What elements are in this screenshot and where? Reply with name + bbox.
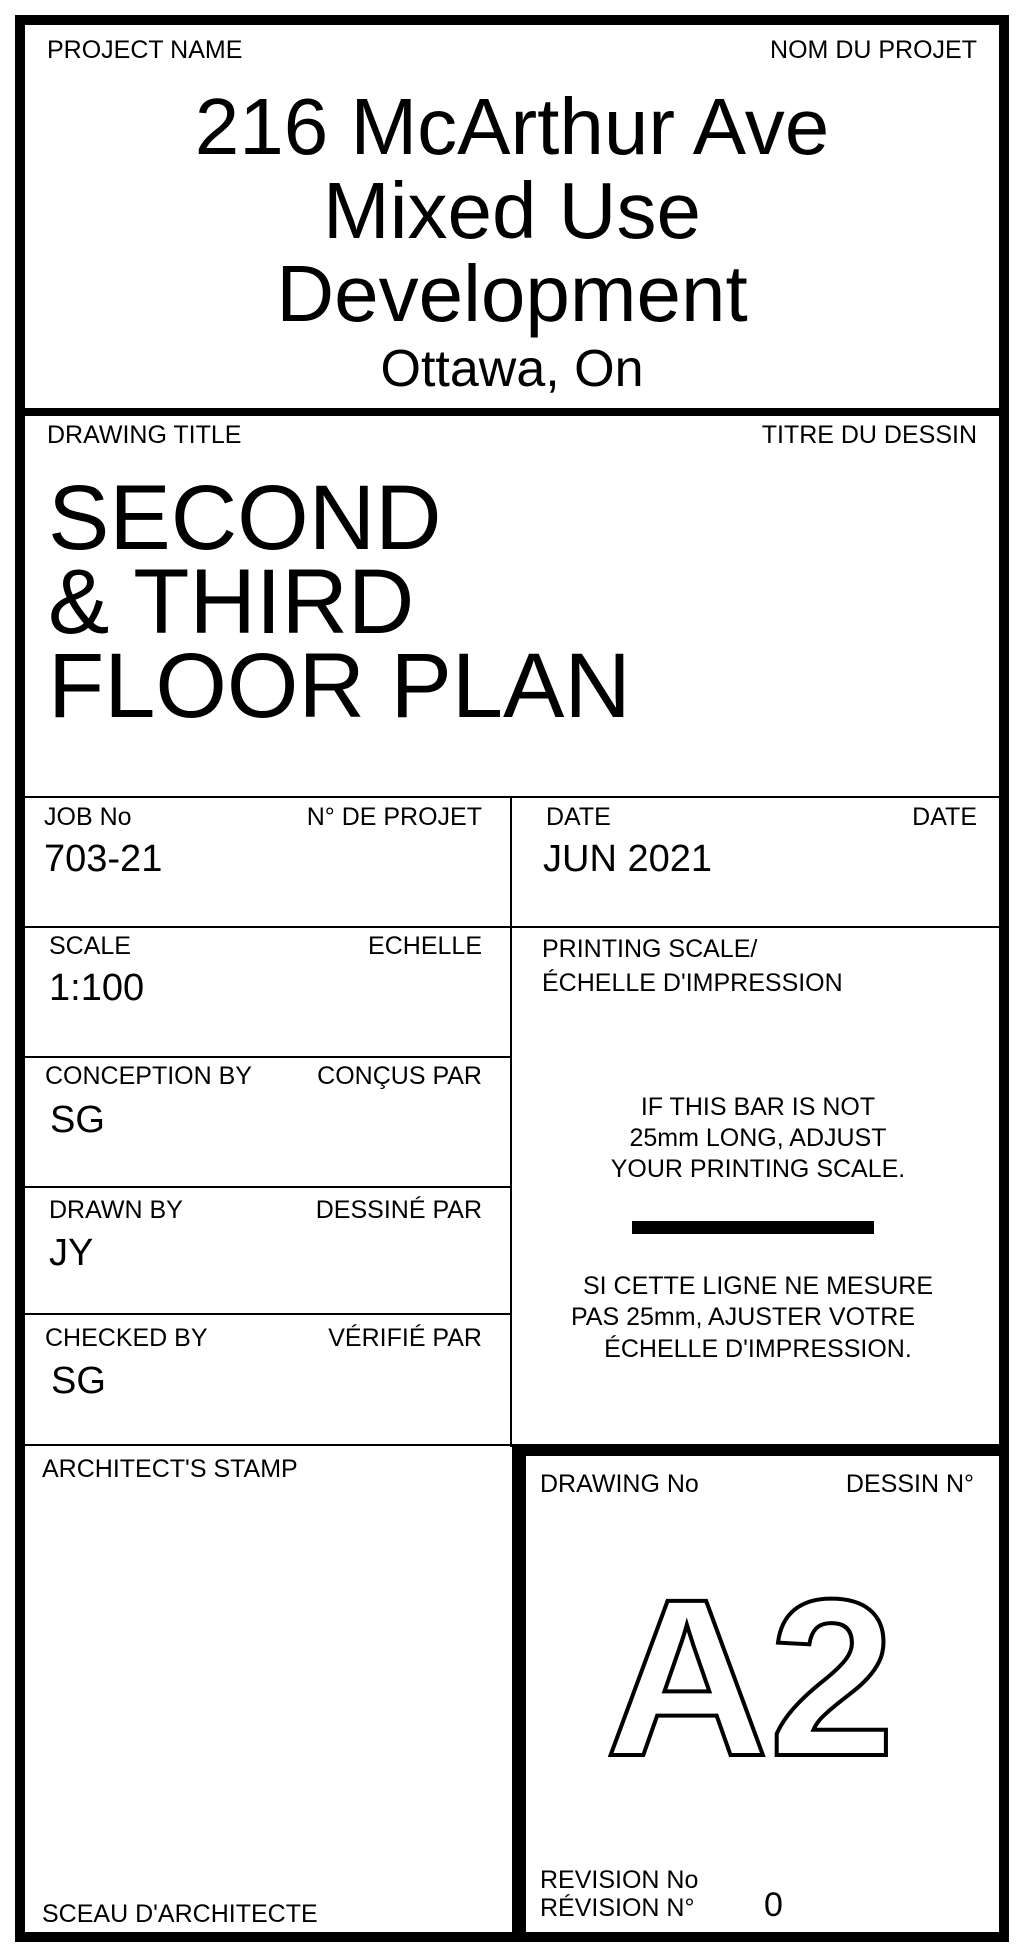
printing-note-fr-line1: SI CETTE LIGNE NE MESURE <box>582 1272 934 1300</box>
job-number-value: 703-21 <box>44 838 163 880</box>
scale-label: SCALE <box>49 932 131 960</box>
divider-scale-row <box>20 1056 512 1058</box>
divider-drawing-no-top <box>512 1444 1004 1456</box>
printing-scale-label-fr: ÉCHELLE D'IMPRESSION <box>542 969 843 997</box>
job-number-label-fr: N° DE PROJET <box>306 803 482 831</box>
architect-stamp-label: ARCHITECT'S STAMP <box>42 1455 298 1483</box>
divider-conception-row <box>20 1186 512 1188</box>
architect-stamp-label-fr: SCEAU D'ARCHITECTE <box>42 1900 318 1928</box>
revision-value: 0 <box>764 1886 783 1924</box>
printing-note-fr-line3: ÉCHELLE D'IMPRESSION. <box>604 1335 912 1363</box>
divider-drawing-title <box>20 796 1004 798</box>
printing-note-fr-line2: PAS 25mm, AJUSTER VOTRE <box>570 1303 916 1331</box>
conception-by-value: SG <box>50 1099 105 1141</box>
conception-by-label-fr: CONÇUS PAR <box>317 1062 482 1090</box>
scale-value: 1:100 <box>49 967 145 1009</box>
revision-label: REVISION No <box>540 1866 699 1894</box>
scale-label-fr: ECHELLE <box>368 932 482 960</box>
printing-note-en-line3: YOUR PRINTING SCALE. <box>610 1155 906 1183</box>
drawing-title-line1: SECOND <box>48 467 442 569</box>
printing-scale-label: PRINTING SCALE/ <box>542 935 758 963</box>
revision-label-fr: RÉVISION N° <box>540 1894 695 1922</box>
drawing-number-value <box>600 1587 900 1767</box>
drawn-by-label-fr: DESSINÉ PAR <box>315 1196 482 1224</box>
printing-scale-bar <box>632 1221 874 1234</box>
checked-by-value: SG <box>51 1360 106 1402</box>
printing-note-en-line1: IF THIS BAR IS NOT <box>640 1093 876 1121</box>
drawing-number-text: A2 <box>605 1587 895 1767</box>
drawing-number-label: DRAWING No <box>540 1470 699 1498</box>
job-number-label: JOB No <box>44 803 132 831</box>
drawing-number-label-fr: DESSIN N° <box>845 1470 974 1498</box>
drawn-by-label: DRAWN BY <box>49 1196 183 1224</box>
project-location: Ottawa, On <box>380 340 644 398</box>
divider-checked-row <box>20 1444 512 1446</box>
project-name-line2: Mixed Use <box>323 166 701 255</box>
project-name-label: PROJECT NAME <box>47 36 243 64</box>
drawing-title-line2: & THIRD <box>48 551 415 653</box>
divider-project <box>20 408 1004 416</box>
checked-by-label-fr: VÉRIFIÉ PAR <box>328 1324 482 1352</box>
drawing-title-label: DRAWING TITLE <box>47 421 242 449</box>
date-label: DATE <box>546 803 611 831</box>
project-name-line3: Development <box>276 249 748 338</box>
drawing-title-label-fr: TITRE DU DESSIN <box>761 421 977 449</box>
divider-drawn-row <box>20 1313 512 1315</box>
divider-drawing-no-left <box>512 1444 526 1937</box>
drawing-title-line3: FLOOR PLAN <box>48 635 631 737</box>
conception-by-label: CONCEPTION BY <box>45 1062 252 1090</box>
drawn-by-value: JY <box>49 1232 94 1274</box>
date-label-fr: DATE <box>912 803 977 831</box>
checked-by-label: CHECKED BY <box>45 1324 208 1352</box>
printing-note-en-line2: 25mm LONG, ADJUST <box>629 1124 887 1152</box>
divider-job-row <box>20 926 1004 928</box>
project-name-label-fr: NOM DU PROJET <box>770 36 977 64</box>
date-value: JUN 2021 <box>543 838 712 880</box>
project-name-line1: 216 McArthur Ave <box>194 82 830 171</box>
